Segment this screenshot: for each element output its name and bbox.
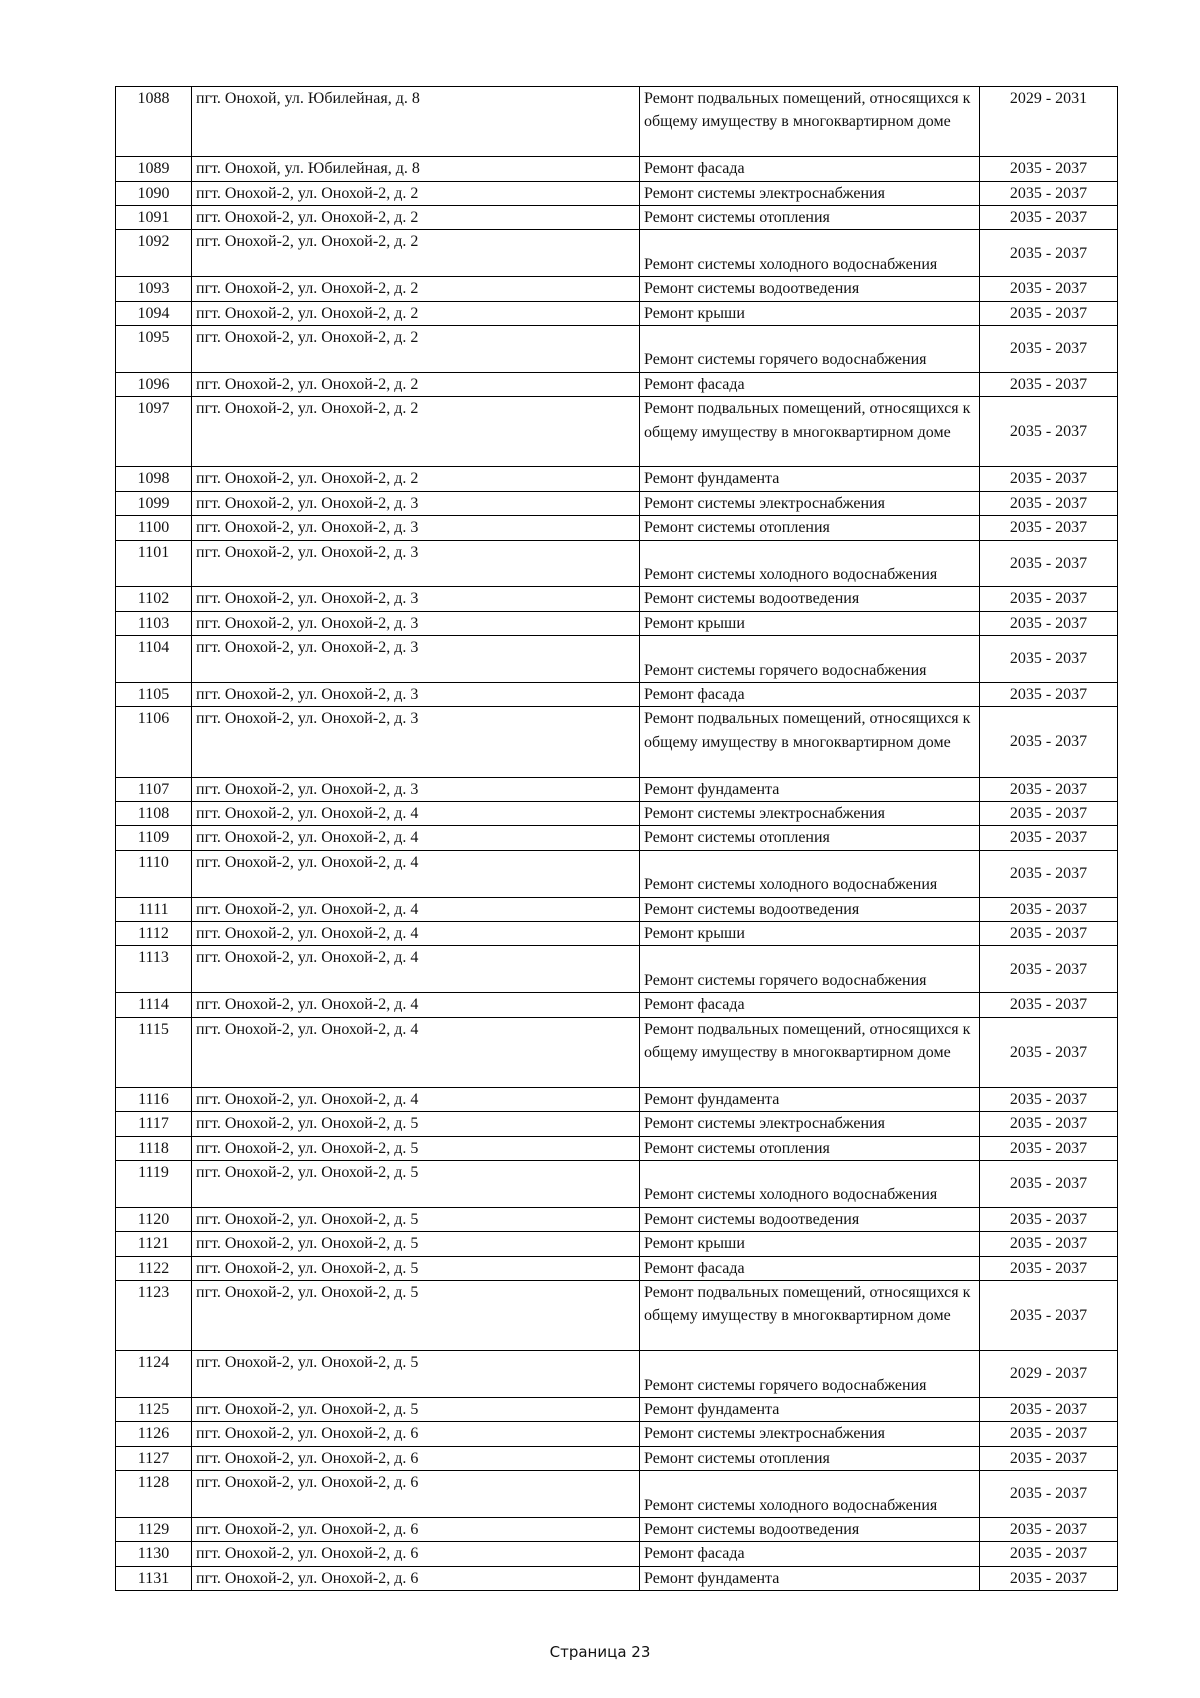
row-number: 1095 xyxy=(116,326,192,373)
row-address: пгт. Онохой-2, ул. Онохой-2, д. 6 xyxy=(192,1518,640,1542)
row-address: пгт. Онохой-2, ул. Онохой-2, д. 3 xyxy=(192,707,640,777)
row-work-type: Ремонт крыши xyxy=(640,1232,980,1256)
row-address: пгт. Онохой-2, ул. Онохой-2, д. 5 xyxy=(192,1207,640,1231)
table-row xyxy=(116,922,1118,946)
table-row xyxy=(116,1256,1118,1280)
row-address: пгт. Онохой, ул. Юбилейная, д. 8 xyxy=(192,157,640,181)
table-row xyxy=(116,826,1118,850)
row-period: 2035 - 2037 xyxy=(980,777,1118,801)
row-number: 1111 xyxy=(116,897,192,921)
row-work-type: Ремонт фасада xyxy=(640,1256,980,1280)
row-period: 2035 - 2037 xyxy=(980,372,1118,396)
row-address: пгт. Онохой-2, ул. Онохой-2, д. 6 xyxy=(192,1471,640,1518)
row-period: 2035 - 2037 xyxy=(980,1398,1118,1422)
row-period: 2035 - 2037 xyxy=(980,587,1118,611)
row-number: 1126 xyxy=(116,1422,192,1446)
row-address: пгт. Онохой-2, ул. Онохой-2, д. 3 xyxy=(192,516,640,540)
table-row xyxy=(116,946,1118,993)
row-period: 2035 - 2037 xyxy=(980,1281,1118,1351)
row-address: пгт. Онохой-2, ул. Онохой-2, д. 2 xyxy=(192,230,640,277)
row-work-type: Ремонт крыши xyxy=(640,611,980,635)
row-work-type: Ремонт системы электроснабжения xyxy=(640,491,980,515)
row-period: 2029 - 2037 xyxy=(980,1351,1118,1398)
row-number: 1119 xyxy=(116,1161,192,1208)
row-number: 1108 xyxy=(116,802,192,826)
row-work-type: Ремонт системы водоотведения xyxy=(640,277,980,301)
row-period: 2035 - 2037 xyxy=(980,397,1118,467)
table-row xyxy=(116,1281,1118,1351)
row-work-type: Ремонт подвальных помещений, относящихся к общему имуществу в многоквартирном доме xyxy=(640,1281,980,1351)
row-number: 1107 xyxy=(116,777,192,801)
row-number: 1103 xyxy=(116,611,192,635)
row-number: 1122 xyxy=(116,1256,192,1280)
row-work-type: Ремонт подвальных помещений, относящихся к общему имуществу в многоквартирном доме xyxy=(640,707,980,777)
row-period: 2035 - 2037 xyxy=(980,707,1118,777)
row-number: 1099 xyxy=(116,491,192,515)
row-period: 2035 - 2037 xyxy=(980,157,1118,181)
row-work-type: Ремонт крыши xyxy=(640,301,980,325)
table-row xyxy=(116,993,1118,1017)
row-period: 2035 - 2037 xyxy=(980,850,1118,897)
row-period: 2035 - 2037 xyxy=(980,230,1118,277)
row-address: пгт. Онохой-2, ул. Онохой-2, д. 4 xyxy=(192,850,640,897)
row-work-type: Ремонт системы холодного водоснабжения xyxy=(640,230,980,277)
row-address: пгт. Онохой-2, ул. Онохой-2, д. 4 xyxy=(192,826,640,850)
table-row xyxy=(116,1518,1118,1542)
row-period: 2035 - 2037 xyxy=(980,922,1118,946)
table-row xyxy=(116,206,1118,230)
row-number: 1114 xyxy=(116,993,192,1017)
row-work-type: Ремонт фасада xyxy=(640,683,980,707)
table-row xyxy=(116,636,1118,683)
row-number: 1091 xyxy=(116,206,192,230)
row-work-type: Ремонт фасада xyxy=(640,993,980,1017)
row-address: пгт. Онохой-2, ул. Онохой-2, д. 5 xyxy=(192,1351,640,1398)
row-address: пгт. Онохой-2, ул. Онохой-2, д. 3 xyxy=(192,777,640,801)
row-period: 2035 - 2037 xyxy=(980,1446,1118,1470)
row-address: пгт. Онохой-2, ул. Онохой-2, д. 3 xyxy=(192,540,640,587)
table-row xyxy=(116,516,1118,540)
row-work-type: Ремонт системы электроснабжения xyxy=(640,802,980,826)
row-number: 1097 xyxy=(116,397,192,467)
row-period: 2035 - 2037 xyxy=(980,826,1118,850)
row-period: 2035 - 2037 xyxy=(980,1256,1118,1280)
row-number: 1088 xyxy=(116,87,192,157)
row-number: 1093 xyxy=(116,277,192,301)
row-work-type: Ремонт фасада xyxy=(640,372,980,396)
row-address: пгт. Онохой-2, ул. Онохой-2, д. 2 xyxy=(192,181,640,205)
row-period: 2035 - 2037 xyxy=(980,1087,1118,1111)
row-number: 1104 xyxy=(116,636,192,683)
row-address: пгт. Онохой-2, ул. Онохой-2, д. 3 xyxy=(192,491,640,515)
row-address: пгт. Онохой-2, ул. Онохой-2, д. 2 xyxy=(192,277,640,301)
table-row xyxy=(116,1087,1118,1111)
table-row xyxy=(116,301,1118,325)
row-period: 2035 - 2037 xyxy=(980,491,1118,515)
row-number: 1100 xyxy=(116,516,192,540)
row-period: 2035 - 2037 xyxy=(980,206,1118,230)
row-number: 1123 xyxy=(116,1281,192,1351)
repair-schedule-table xyxy=(115,86,1118,1591)
row-period: 2035 - 2037 xyxy=(980,516,1118,540)
row-work-type: Ремонт подвальных помещений, относящихся к общему имуществу в многоквартирном доме xyxy=(640,1017,980,1087)
table-row xyxy=(116,326,1118,373)
row-address: пгт. Онохой-2, ул. Онохой-2, д. 5 xyxy=(192,1161,640,1208)
row-work-type: Ремонт системы холодного водоснабжения xyxy=(640,540,980,587)
row-work-type: Ремонт системы горячего водоснабжения xyxy=(640,1351,980,1398)
row-period: 2035 - 2037 xyxy=(980,1136,1118,1160)
row-number: 1129 xyxy=(116,1518,192,1542)
row-work-type: Ремонт подвальных помещений, относящихся к общему имуществу в многоквартирном доме xyxy=(640,87,980,157)
row-period: 2035 - 2037 xyxy=(980,946,1118,993)
table-row xyxy=(116,1471,1118,1518)
row-period: 2035 - 2037 xyxy=(980,993,1118,1017)
row-period: 2035 - 2037 xyxy=(980,897,1118,921)
row-period: 2035 - 2037 xyxy=(980,1518,1118,1542)
table-body xyxy=(116,87,1118,1591)
table-row xyxy=(116,157,1118,181)
row-work-type: Ремонт системы холодного водоснабжения xyxy=(640,850,980,897)
row-number: 1109 xyxy=(116,826,192,850)
row-period: 2035 - 2037 xyxy=(980,1161,1118,1208)
row-work-type: Ремонт системы электроснабжения xyxy=(640,181,980,205)
row-period: 2029 - 2031 xyxy=(980,87,1118,157)
row-address: пгт. Онохой-2, ул. Онохой-2, д. 4 xyxy=(192,897,640,921)
row-address: пгт. Онохой-2, ул. Онохой-2, д. 3 xyxy=(192,587,640,611)
row-work-type: Ремонт системы отопления xyxy=(640,826,980,850)
row-address: пгт. Онохой-2, ул. Онохой-2, д. 6 xyxy=(192,1566,640,1590)
row-work-type: Ремонт фундамента xyxy=(640,777,980,801)
row-period: 2035 - 2037 xyxy=(980,1422,1118,1446)
row-address: пгт. Онохой-2, ул. Онохой-2, д. 2 xyxy=(192,301,640,325)
row-work-type: Ремонт системы водоотведения xyxy=(640,897,980,921)
table-row xyxy=(116,87,1118,157)
row-number: 1115 xyxy=(116,1017,192,1087)
row-work-type: Ремонт фасада xyxy=(640,1542,980,1566)
row-number: 1090 xyxy=(116,181,192,205)
row-period: 2035 - 2037 xyxy=(980,611,1118,635)
row-number: 1102 xyxy=(116,587,192,611)
row-number: 1127 xyxy=(116,1446,192,1470)
row-number: 1105 xyxy=(116,683,192,707)
row-work-type: Ремонт системы холодного водоснабжения xyxy=(640,1471,980,1518)
row-period: 2035 - 2037 xyxy=(980,1232,1118,1256)
table-row xyxy=(116,467,1118,491)
table-row xyxy=(116,850,1118,897)
table-row xyxy=(116,1136,1118,1160)
row-number: 1110 xyxy=(116,850,192,897)
row-period: 2035 - 2037 xyxy=(980,181,1118,205)
row-period: 2035 - 2037 xyxy=(980,1207,1118,1231)
row-work-type: Ремонт фасада xyxy=(640,157,980,181)
row-work-type: Ремонт системы холодного водоснабжения xyxy=(640,1161,980,1208)
row-number: 1096 xyxy=(116,372,192,396)
row-number: 1118 xyxy=(116,1136,192,1160)
row-number: 1130 xyxy=(116,1542,192,1566)
row-address: пгт. Онохой-2, ул. Онохой-2, д. 4 xyxy=(192,802,640,826)
row-address: пгт. Онохой-2, ул. Онохой-2, д. 5 xyxy=(192,1256,640,1280)
row-work-type: Ремонт фундамента xyxy=(640,1566,980,1590)
row-period: 2035 - 2037 xyxy=(980,277,1118,301)
row-address: пгт. Онохой-2, ул. Онохой-2, д. 4 xyxy=(192,1017,640,1087)
table-row xyxy=(116,1351,1118,1398)
row-address: пгт. Онохой-2, ул. Онохой-2, д. 6 xyxy=(192,1446,640,1470)
row-work-type: Ремонт системы отопления xyxy=(640,516,980,540)
row-period: 2035 - 2037 xyxy=(980,1542,1118,1566)
row-period: 2035 - 2037 xyxy=(980,683,1118,707)
row-number: 1117 xyxy=(116,1112,192,1136)
row-address: пгт. Онохой-2, ул. Онохой-2, д. 5 xyxy=(192,1281,640,1351)
row-number: 1113 xyxy=(116,946,192,993)
row-period: 2035 - 2037 xyxy=(980,636,1118,683)
row-work-type: Ремонт фундамента xyxy=(640,1398,980,1422)
table-row xyxy=(116,1112,1118,1136)
row-work-type: Ремонт системы водоотведения xyxy=(640,587,980,611)
row-address: пгт. Онохой-2, ул. Онохой-2, д. 3 xyxy=(192,611,640,635)
row-work-type: Ремонт системы горячего водоснабжения xyxy=(640,326,980,373)
page-number: Страница 23 xyxy=(549,1643,651,1661)
row-address: пгт. Онохой-2, ул. Онохой-2, д. 5 xyxy=(192,1398,640,1422)
row-work-type: Ремонт системы электроснабжения xyxy=(640,1112,980,1136)
row-period: 2035 - 2037 xyxy=(980,301,1118,325)
table-row xyxy=(116,897,1118,921)
row-address: пгт. Онохой-2, ул. Онохой-2, д. 3 xyxy=(192,636,640,683)
row-address: пгт. Онохой-2, ул. Онохой-2, д. 5 xyxy=(192,1136,640,1160)
row-address: пгт. Онохой-2, ул. Онохой-2, д. 5 xyxy=(192,1232,640,1256)
table-row xyxy=(116,181,1118,205)
table-row xyxy=(116,1207,1118,1231)
row-number: 1101 xyxy=(116,540,192,587)
row-work-type: Ремонт фундамента xyxy=(640,467,980,491)
row-number: 1116 xyxy=(116,1087,192,1111)
row-work-type: Ремонт системы электроснабжения xyxy=(640,1422,980,1446)
row-address: пгт. Онохой-2, ул. Онохой-2, д. 2 xyxy=(192,467,640,491)
row-address: пгт. Онохой-2, ул. Онохой-2, д. 2 xyxy=(192,397,640,467)
row-work-type: Ремонт фундамента xyxy=(640,1087,980,1111)
row-number: 1124 xyxy=(116,1351,192,1398)
row-work-type: Ремонт подвальных помещений, относящихся к общему имуществу в многоквартирном доме xyxy=(640,397,980,467)
row-number: 1089 xyxy=(116,157,192,181)
row-period: 2035 - 2037 xyxy=(980,1566,1118,1590)
row-address: пгт. Онохой-2, ул. Онохой-2, д. 2 xyxy=(192,372,640,396)
row-number: 1092 xyxy=(116,230,192,277)
table-row xyxy=(116,372,1118,396)
table-row xyxy=(116,1446,1118,1470)
table-row xyxy=(116,1422,1118,1446)
table-row xyxy=(116,540,1118,587)
row-number: 1112 xyxy=(116,922,192,946)
row-work-type: Ремонт системы горячего водоснабжения xyxy=(640,636,980,683)
row-address: пгт. Онохой-2, ул. Онохой-2, д. 4 xyxy=(192,922,640,946)
row-address: пгт. Онохой-2, ул. Онохой-2, д. 4 xyxy=(192,946,640,993)
row-period: 2035 - 2037 xyxy=(980,1017,1118,1087)
row-address: пгт. Онохой-2, ул. Онохой-2, д. 2 xyxy=(192,206,640,230)
row-work-type: Ремонт системы отопления xyxy=(640,1446,980,1470)
row-period: 2035 - 2037 xyxy=(980,1471,1118,1518)
table-row xyxy=(116,1161,1118,1208)
row-period: 2035 - 2037 xyxy=(980,467,1118,491)
row-work-type: Ремонт системы отопления xyxy=(640,1136,980,1160)
table-row xyxy=(116,1017,1118,1087)
row-address: пгт. Онохой-2, ул. Онохой-2, д. 5 xyxy=(192,1112,640,1136)
row-work-type: Ремонт системы отопления xyxy=(640,206,980,230)
row-address: пгт. Онохой-2, ул. Онохой-2, д. 6 xyxy=(192,1422,640,1446)
table-row xyxy=(116,1566,1118,1590)
table-row xyxy=(116,1398,1118,1422)
table-row xyxy=(116,802,1118,826)
row-address: пгт. Онохой-2, ул. Онохой-2, д. 4 xyxy=(192,993,640,1017)
table-row xyxy=(116,683,1118,707)
row-number: 1106 xyxy=(116,707,192,777)
row-address: пгт. Онохой-2, ул. Онохой-2, д. 3 xyxy=(192,683,640,707)
row-period: 2035 - 2037 xyxy=(980,540,1118,587)
row-address: пгт. Онохой, ул. Юбилейная, д. 8 xyxy=(192,87,640,157)
table-row xyxy=(116,611,1118,635)
row-number: 1131 xyxy=(116,1566,192,1590)
row-number: 1128 xyxy=(116,1471,192,1518)
row-address: пгт. Онохой-2, ул. Онохой-2, д. 6 xyxy=(192,1542,640,1566)
table-row xyxy=(116,1542,1118,1566)
table-row xyxy=(116,277,1118,301)
row-period: 2035 - 2037 xyxy=(980,326,1118,373)
row-address: пгт. Онохой-2, ул. Онохой-2, д. 2 xyxy=(192,326,640,373)
row-work-type: Ремонт системы водоотведения xyxy=(640,1207,980,1231)
row-work-type: Ремонт крыши xyxy=(640,922,980,946)
row-work-type: Ремонт системы водоотведения xyxy=(640,1518,980,1542)
table-row xyxy=(116,587,1118,611)
table-row xyxy=(116,491,1118,515)
table-row xyxy=(116,777,1118,801)
row-number: 1125 xyxy=(116,1398,192,1422)
row-number: 1094 xyxy=(116,301,192,325)
table-row xyxy=(116,1232,1118,1256)
row-number: 1120 xyxy=(116,1207,192,1231)
row-period: 2035 - 2037 xyxy=(980,802,1118,826)
row-number: 1121 xyxy=(116,1232,192,1256)
row-number: 1098 xyxy=(116,467,192,491)
row-period: 2035 - 2037 xyxy=(980,1112,1118,1136)
row-work-type: Ремонт системы горячего водоснабжения xyxy=(640,946,980,993)
table-row xyxy=(116,397,1118,467)
row-address: пгт. Онохой-2, ул. Онохой-2, д. 4 xyxy=(192,1087,640,1111)
table-row xyxy=(116,230,1118,277)
table-row xyxy=(116,707,1118,777)
